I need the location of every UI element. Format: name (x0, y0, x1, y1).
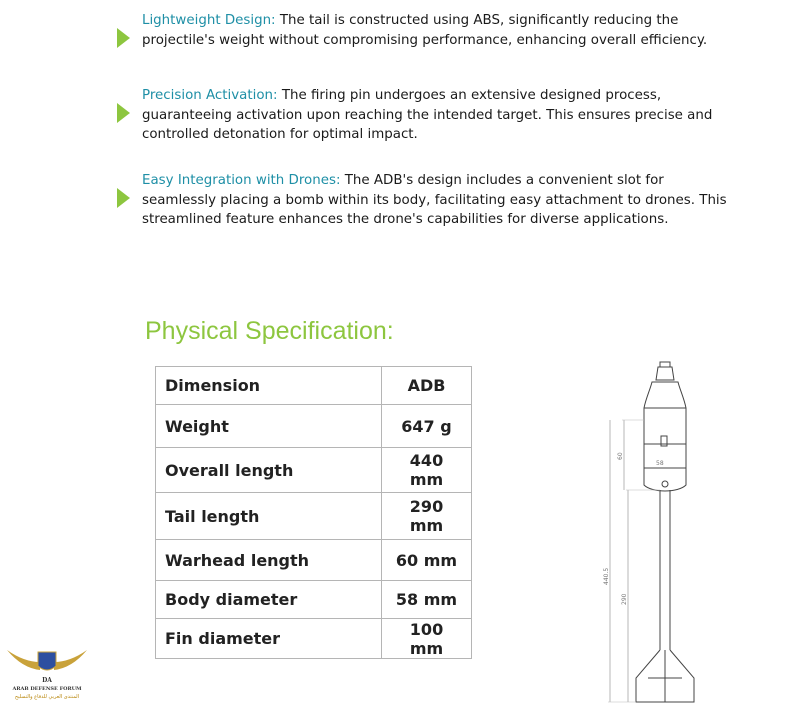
table-row (156, 540, 472, 581)
table-row (156, 448, 472, 493)
feature-heading: Precision Activation: (142, 88, 278, 103)
table-cell: Weight (156, 405, 382, 448)
table-header-row (156, 367, 472, 405)
tail-tube (660, 490, 670, 650)
table-cell: 647 g (382, 405, 472, 448)
bomb-technical-drawing (590, 360, 710, 703)
table-row (156, 405, 472, 448)
bullet-arrow-icon (117, 103, 130, 123)
table-row (156, 493, 472, 540)
dim-body-diameter: 58 (656, 460, 664, 467)
dim-warhead: 60 (617, 452, 624, 460)
dim-tail: 290 (621, 593, 628, 605)
logo-arabic: المنتدى العربي للدفاع والتسليح (14, 694, 80, 700)
fuze-body (656, 367, 674, 380)
table-cell: ADB (382, 367, 472, 405)
table-row (156, 619, 472, 659)
feature-text: The tail is constructed using ABS, significantly reducing the projectile's weight without compromising performance, enhancing overall efficiency. (142, 13, 708, 48)
table-cell: Fin diameter (156, 619, 382, 659)
bullet-arrow-icon (117, 28, 130, 48)
table-cell: Body diameter (156, 581, 382, 619)
feature-precision (142, 86, 742, 145)
wing-left-icon (7, 650, 40, 670)
table-row (156, 581, 472, 619)
arab-defense-forum-logo (2, 640, 92, 702)
spec-table (155, 366, 472, 659)
feature-text: The ADB's design includes a convenient slot for seamlessly placing a bomb within its body, facilitating easy attachment to drones. This streamlined feature enhances the drone's capabilities for diverse applications. (142, 173, 727, 227)
table-cell: Dimension (156, 367, 382, 405)
feature-text: The firing pin undergoes an extensive designed process, guaranteeing activation upon reaching the intended target. This ensures precise and controlled detonation for optimal impact. (142, 88, 713, 142)
table-cell: 100 mm (382, 619, 472, 659)
dim-overall: 440.5 (603, 567, 610, 585)
spec-title: Physical Specification: (145, 317, 394, 345)
table-cell: 440 mm (382, 448, 472, 493)
logo-initials: DA (42, 677, 52, 684)
feature-heading: Lightweight Design: (142, 13, 276, 28)
shield-icon (38, 652, 56, 670)
feature-drone-integration (142, 171, 742, 230)
feature-lightweight (142, 11, 742, 50)
table-cell: Warhead length (156, 540, 382, 581)
feature-heading: Easy Integration with Drones: (142, 173, 341, 188)
fuze-cap (660, 362, 670, 367)
wing-right-icon (54, 650, 87, 670)
table-cell: 290 mm (382, 493, 472, 540)
bullet-arrow-icon (117, 188, 130, 208)
table-cell: Overall length (156, 448, 382, 493)
table-cell: 60 mm (382, 540, 472, 581)
table-cell: 58 mm (382, 581, 472, 619)
logo-name: ARAB DEFENSE FORUM (12, 686, 82, 692)
table-cell: Tail length (156, 493, 382, 540)
